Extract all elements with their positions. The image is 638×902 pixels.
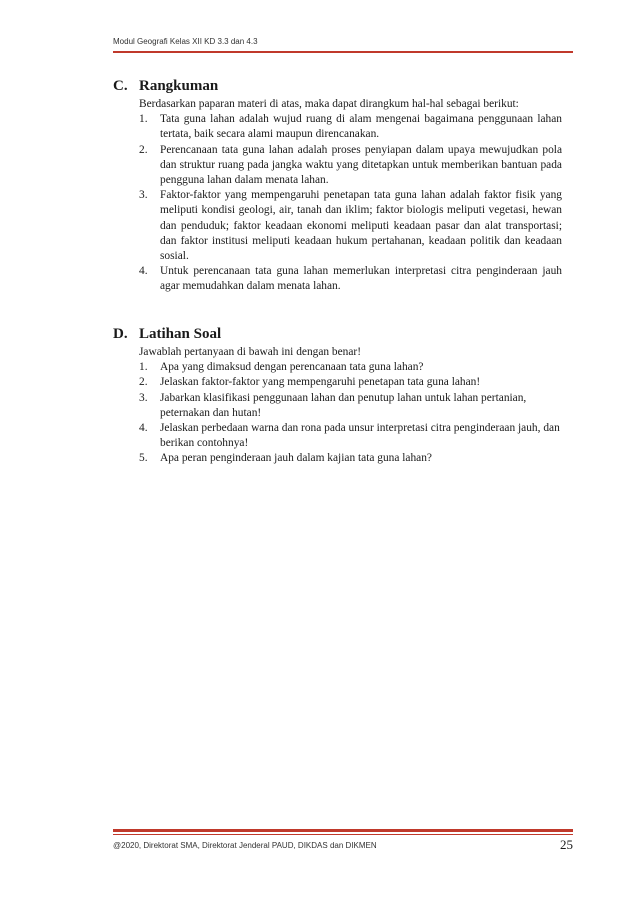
list-item (139, 188, 562, 264)
section-intro: Jawablah pertanyaan di bawah ini dengan benar! (139, 346, 362, 358)
list-item (139, 451, 562, 466)
item-text: Untuk perencanaan tata guna lahan memerlukan interpretasi citra penginderaan jauh agar memudahkan dalam menata lahan. (160, 265, 562, 293)
list-item (139, 375, 562, 390)
item-text: Perencanaan tata guna lahan adalah proses penyiapan dalam upaya mewujudkan pola dan struktur ruang pada jangka waktu yang ditetapkan untuk memberikan bantuan pada pengguna lahan dalam menata lahan. (160, 143, 562, 187)
item-number: 3. (139, 391, 148, 404)
list-item (139, 421, 562, 451)
list-item (139, 264, 562, 294)
section-heading (113, 77, 573, 95)
summary-list (139, 112, 562, 294)
list-item (139, 360, 562, 375)
item-text: Faktor-faktor yang mempengaruhi penetapan tata guna lahan adalah faktor fisik yang meliputi kondisi geologi, air, tanah dan iklim; faktor biologis meliputi vegetasi, hewan dan penduduk; faktor keadaan ekonomi meliputi keadaan pasar dan alat transportasi; dan faktor institusi meliputi keadaan hukum pertahanan, keadaan politik dan keadaan sosial. (160, 189, 562, 263)
header-rule (113, 51, 573, 53)
item-text: Jelaskan faktor-faktor yang mempengaruhi penetapan tata guna lahan! (160, 376, 481, 389)
item-text: Apa peran penginderaan jauh dalam kajian tata guna lahan? (160, 452, 432, 465)
section-letter: D. (113, 326, 128, 342)
section-rangkuman (113, 77, 573, 295)
section-heading (113, 325, 573, 343)
page-number: 25 (560, 837, 573, 852)
list-item (139, 143, 562, 189)
item-number: 5. (139, 452, 148, 465)
item-number: 1. (139, 113, 148, 126)
item-number: 1. (139, 361, 148, 374)
question-list (139, 360, 562, 466)
section-intro: Berdasarkan paparan materi di atas, maka dapat dirangkum hal-hal sebagai berikut: (139, 98, 519, 110)
section-title: Latihan Soal (139, 326, 222, 342)
list-item (139, 112, 562, 142)
section-letter: C. (113, 78, 128, 94)
item-number: 4. (139, 265, 148, 278)
item-text: Jabarkan klasifikasi penggunaan lahan dan penutup lahan untuk lahan pertanian, peternakan dan hutan! (160, 391, 527, 419)
item-number: 4. (139, 422, 148, 435)
footer-credit: @2020, Direktorat SMA, Direktorat Jenderal PAUD, DIKDAS dan DIKMEN (113, 841, 377, 850)
footer-rule (113, 829, 573, 832)
item-number: 2. (139, 143, 148, 156)
section-latihan-soal (113, 325, 573, 467)
item-number: 2. (139, 376, 148, 389)
footer-rule-thin (113, 834, 573, 835)
item-number: 3. (139, 189, 148, 202)
running-header: Modul Geografi Kelas XII KD 3.3 dan 4.3 (113, 37, 258, 46)
item-text: Tata guna lahan adalah wujud ruang di alam mengenai bagaimana penggunaan lahan tertata, baik secara alami maupun direncanakan. (160, 113, 562, 141)
list-item (139, 391, 562, 421)
section-title: Rangkuman (139, 78, 219, 94)
item-text: Apa yang dimaksud dengan perencanaan tata guna lahan? (160, 361, 424, 374)
item-text: Jelaskan perbedaan warna dan rona pada unsur interpretasi citra penginderaan jauh, dan berikan contohnya! (160, 422, 560, 450)
